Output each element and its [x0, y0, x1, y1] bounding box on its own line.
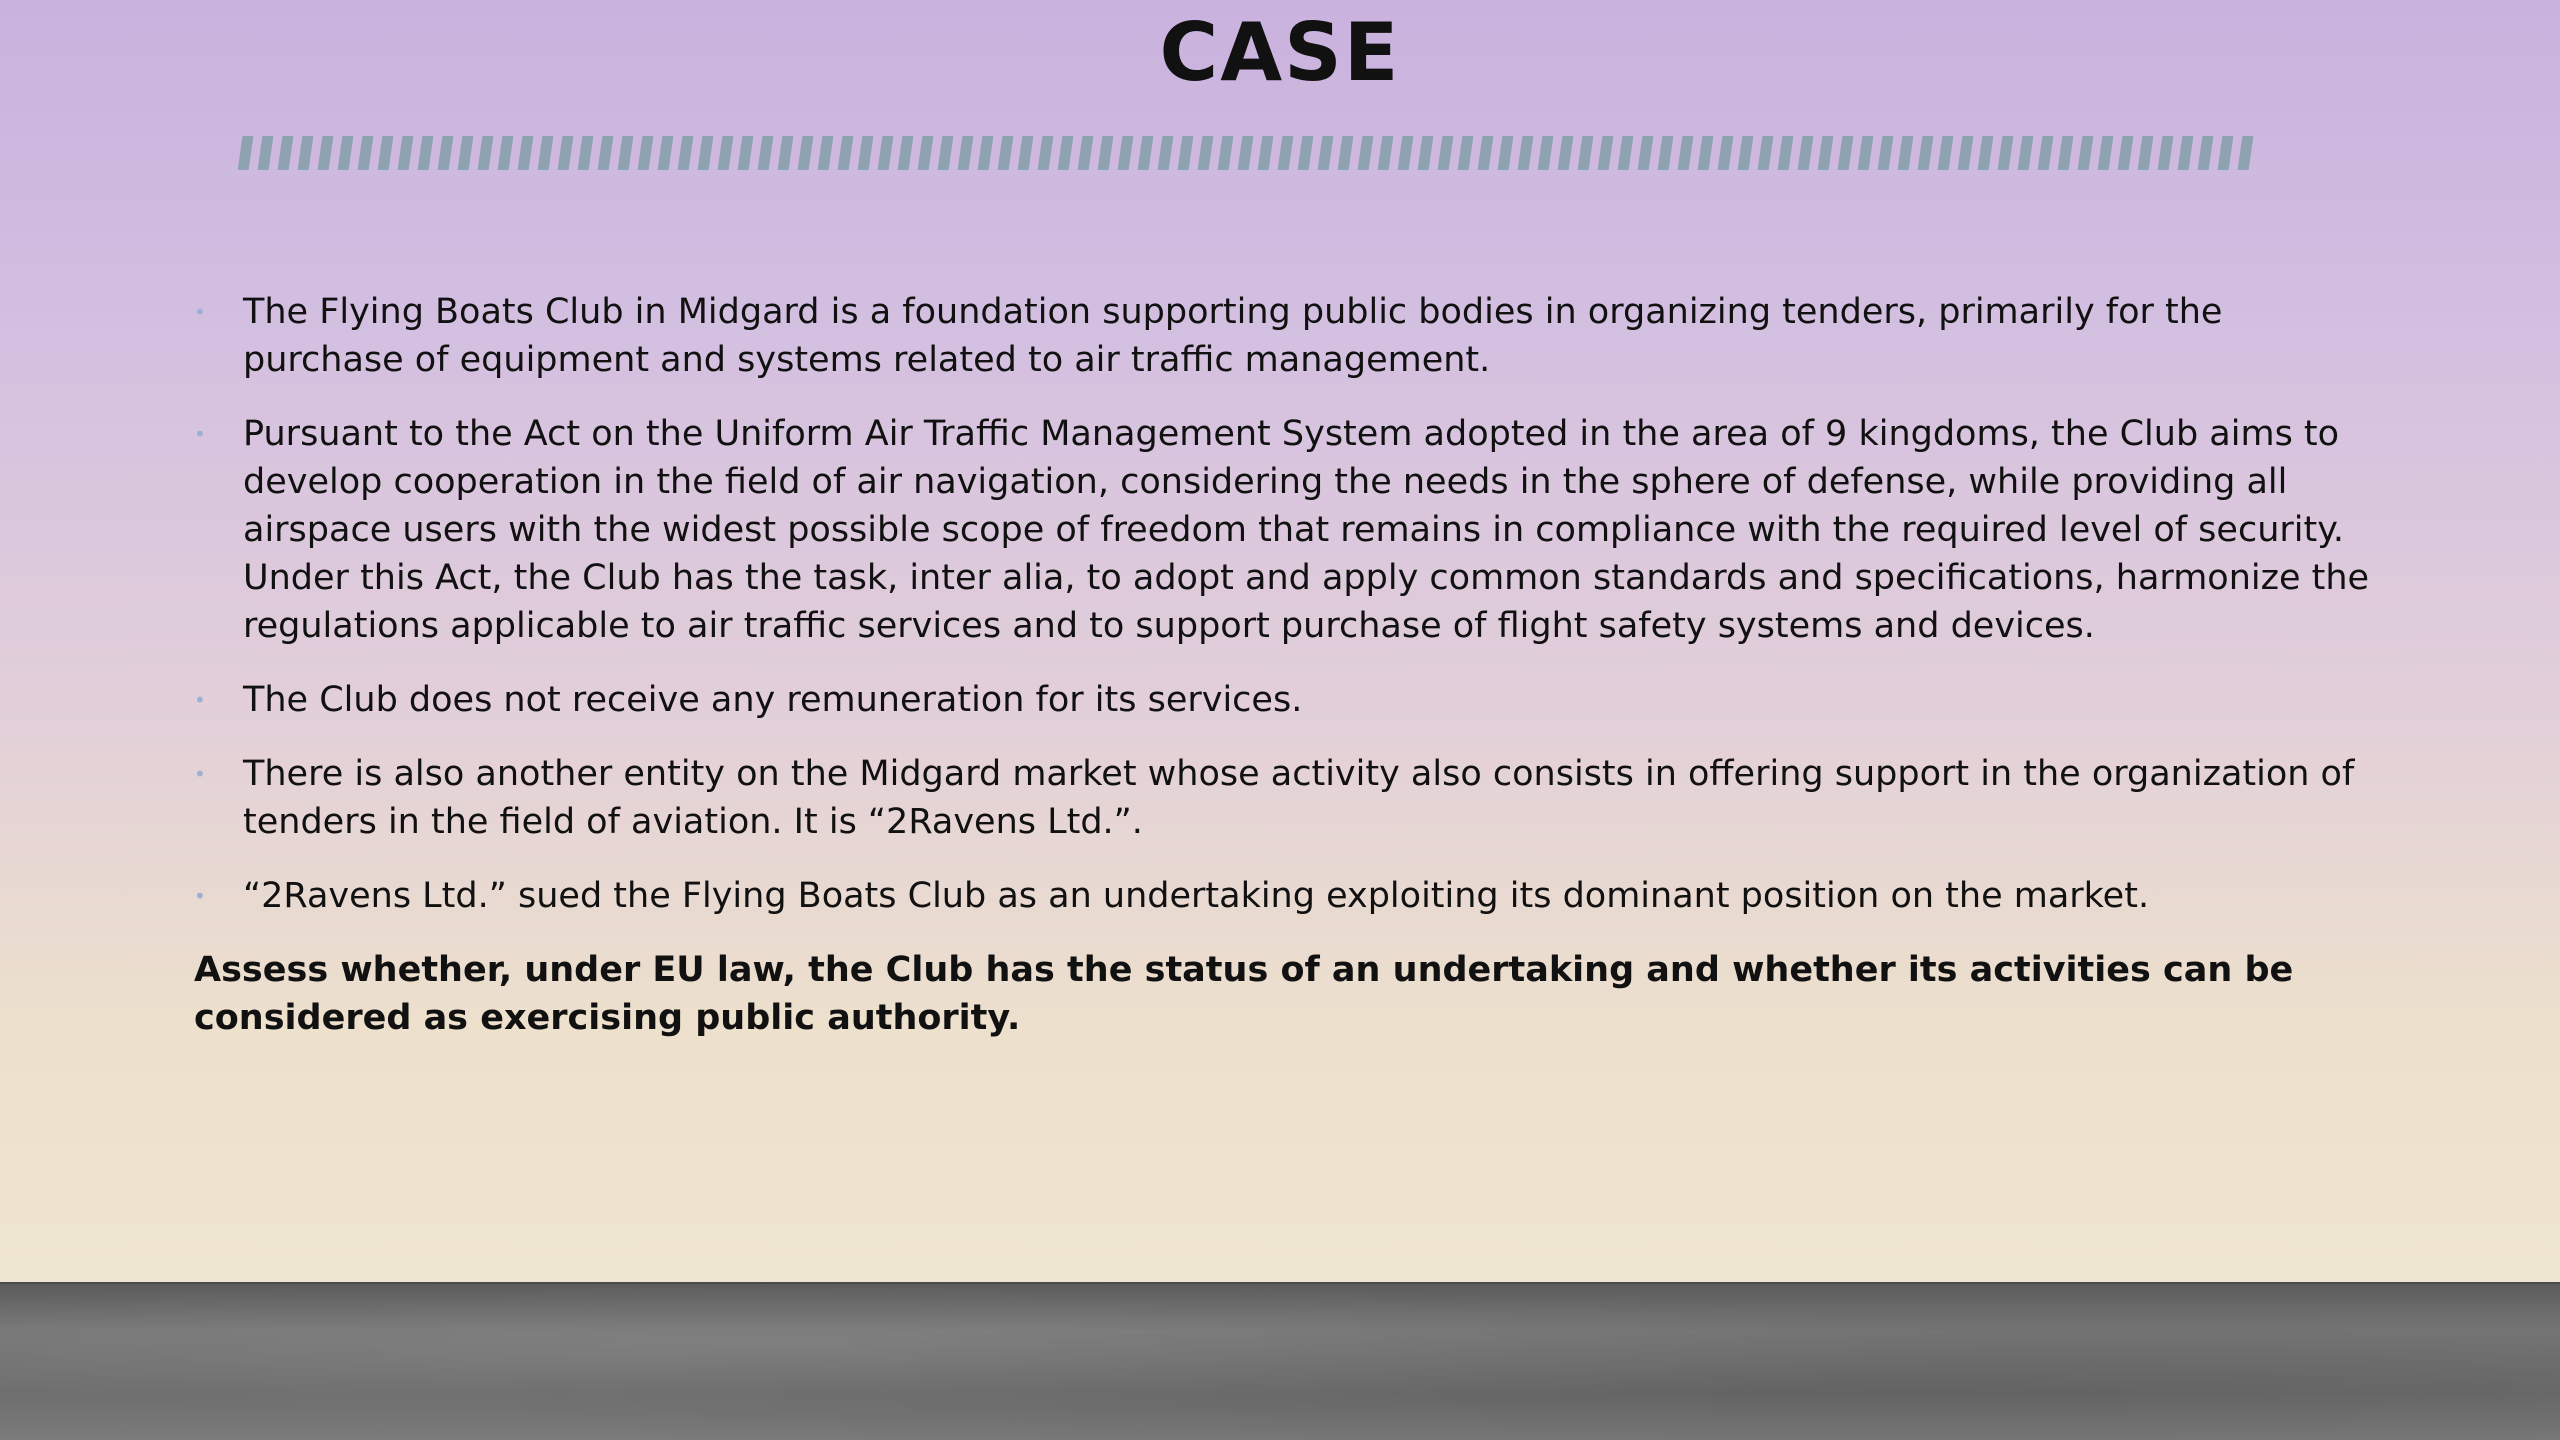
bullet-text: Pursuant to the Act on the Uniform Air Traffic Management System adopted in the area of 9 kingdoms, the Club aims to develop cooperation in the field of air navigation, considering the needs in the sphere of defense, while providing all airspace users with the widest possible scope of freedom that remains in compliance with the required level of security. Under this Act, the Club has the task, inter alia, to adopt and apply common standards and specifications, harmonize the regulations applicable to air traffic services and to support purchase of flight safety systems and devices.	[243, 414, 2370, 646]
bullet-icon: •	[194, 884, 206, 908]
bullet-text: The Club does not receive any remuneration for its services.	[243, 680, 1303, 720]
slide-title: CASE	[1159, 6, 1401, 99]
bullet-icon: •	[194, 688, 206, 712]
assignment-question: Assess whether, under EU law, the Club has the status of an undertaking and whether its activities can be considered as exercising public authority.	[194, 950, 2294, 1038]
title-divider	[238, 136, 2257, 170]
list-item	[194, 750, 2374, 846]
list-item	[194, 676, 2374, 724]
bullet-list	[194, 288, 2374, 920]
bullet-text: The Flying Boats Club in Midgard is a foundation supporting public bodies in organizing tenders, primarily for the purchase of equipment and systems related to air traffic management.	[243, 292, 2223, 380]
list-item	[194, 288, 2374, 384]
list-item	[194, 410, 2374, 650]
bullet-icon: •	[194, 300, 206, 324]
bullet-text: “2Ravens Ltd.” sued the Flying Boats Club as an undertaking exploiting its dominant position on the market.	[243, 876, 2150, 916]
bullet-icon: •	[194, 762, 206, 786]
floor-background	[0, 1284, 2560, 1440]
slide-content	[194, 288, 2374, 1042]
list-item	[194, 872, 2374, 920]
bullet-text: There is also another entity on the Midgard market whose activity also consists in offering support in the organization of tenders in the field of aviation. It is “2Ravens Ltd.”.	[243, 754, 2355, 842]
bullet-icon: •	[194, 422, 206, 446]
